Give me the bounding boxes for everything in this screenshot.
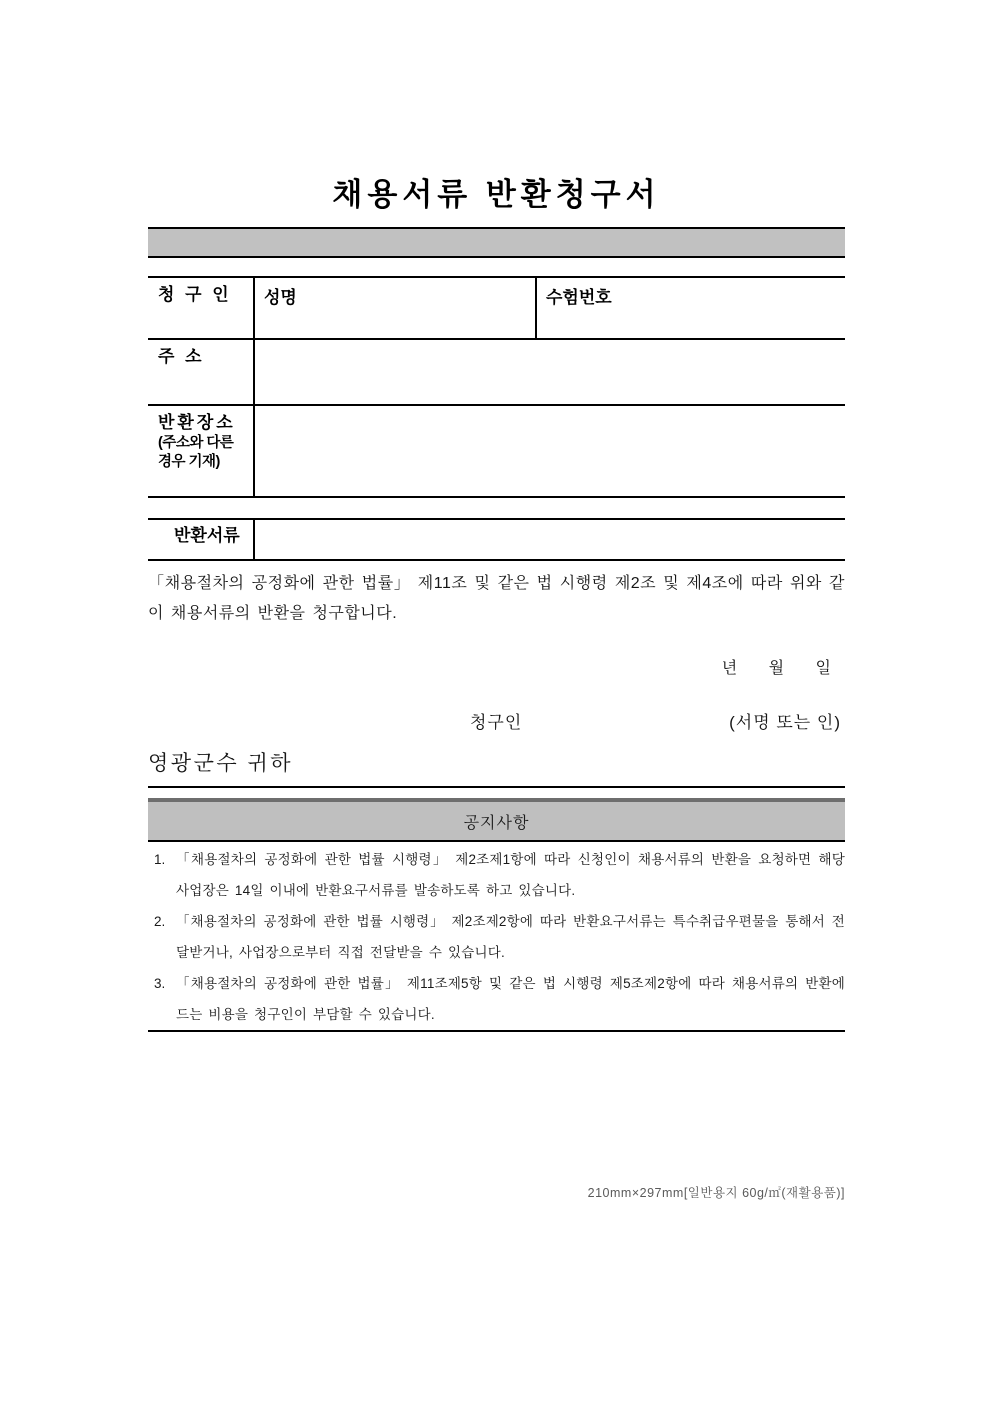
- return-place-input-cell[interactable]: [255, 406, 845, 496]
- addressee-divider-line: [148, 786, 845, 788]
- return-documents-label: [148, 520, 255, 559]
- addressee: 영광군수 귀하: [148, 752, 294, 775]
- month-label: 월: [768, 660, 785, 677]
- notice-text: 「채용절차의 공정화에 관한 법률」 제11조제5항 및 같은 법 시행령 제5조제2항에 따라 채용서류의 반환에 드는 비용을 청구인이 부담할 수 있습니다.: [176, 976, 845, 1022]
- return-place-label-text: 반환장소: [158, 413, 236, 432]
- table-row-return-place: [148, 406, 845, 498]
- address-label-text: 주 소: [158, 347, 205, 366]
- notice-item: [148, 968, 845, 1030]
- notice-list: [148, 842, 845, 1030]
- day-label: 일: [815, 660, 831, 677]
- declaration-text: 「채용절차의 공정화에 관한 법률」 제11조 및 같은 법 시행령 제2조 및 제4조에 따라 위와 같이 채용서류의 반환을 청구합니다.: [148, 575, 845, 622]
- date-line: [148, 655, 845, 678]
- signature-note: (서명 또는 인): [729, 713, 841, 732]
- title-divider-bar: [148, 227, 845, 258]
- notice-bottom-line: [148, 1030, 845, 1032]
- notice-number: 2.: [154, 914, 166, 929]
- applicant-label: [148, 278, 255, 338]
- notice-header-label: 공지사항: [463, 814, 530, 832]
- notice-item: [148, 844, 845, 906]
- notice-number: 1.: [154, 852, 166, 867]
- table-row-applicant: [148, 278, 845, 340]
- name-label: 성명: [264, 288, 297, 307]
- notice-header-bar: [148, 798, 845, 842]
- address-label: [148, 340, 255, 404]
- document-content: [148, 0, 845, 1032]
- return-documents-label-text: 반환서류: [174, 526, 240, 545]
- return-place-label: [148, 406, 255, 496]
- return-documents-table: [148, 518, 845, 561]
- applicant-form-table: [148, 276, 845, 498]
- page-title: 채용서류 반환청구서: [332, 177, 661, 212]
- return-place-note-line2: 경우 기재): [158, 454, 220, 470]
- notice-item: [148, 906, 845, 968]
- table-row-address: [148, 340, 845, 406]
- return-place-note-line1: (주소와 다른: [158, 435, 234, 451]
- signature-line: [148, 708, 845, 733]
- signature-applicant-label: 청구인: [470, 713, 523, 732]
- exam-number-label: 수험번호: [546, 288, 612, 307]
- table-row-return-documents: [148, 520, 845, 561]
- name-input-cell[interactable]: [255, 278, 537, 338]
- notice-number: 3.: [154, 976, 166, 991]
- return-documents-input-cell[interactable]: [255, 520, 845, 559]
- applicant-label-text: 청 구 인: [158, 285, 232, 304]
- paper-spec-footer: 210mm×297mm[일반용지 60g/㎡(재활용품)]: [587, 1186, 845, 1200]
- notice-text: 「채용절차의 공정화에 관한 법률 시행령」 제2조제1항에 따라 신청인이 채용서류의 반환을 요청하면 해당 사업장은 14일 이내에 반환요구서류를 발송하도록 하고 있습니다.: [176, 852, 845, 898]
- year-label: 년: [721, 660, 738, 677]
- exam-number-input-cell[interactable]: [537, 278, 845, 338]
- address-input-cell[interactable]: [255, 340, 845, 404]
- notice-text: 「채용절차의 공정화에 관한 법률 시행령」 제2조제2항에 따라 반환요구서류는 특수취급우편물을 통해서 전달받거나, 사업장으로부터 직접 전달받을 수 있습니다.: [176, 914, 845, 960]
